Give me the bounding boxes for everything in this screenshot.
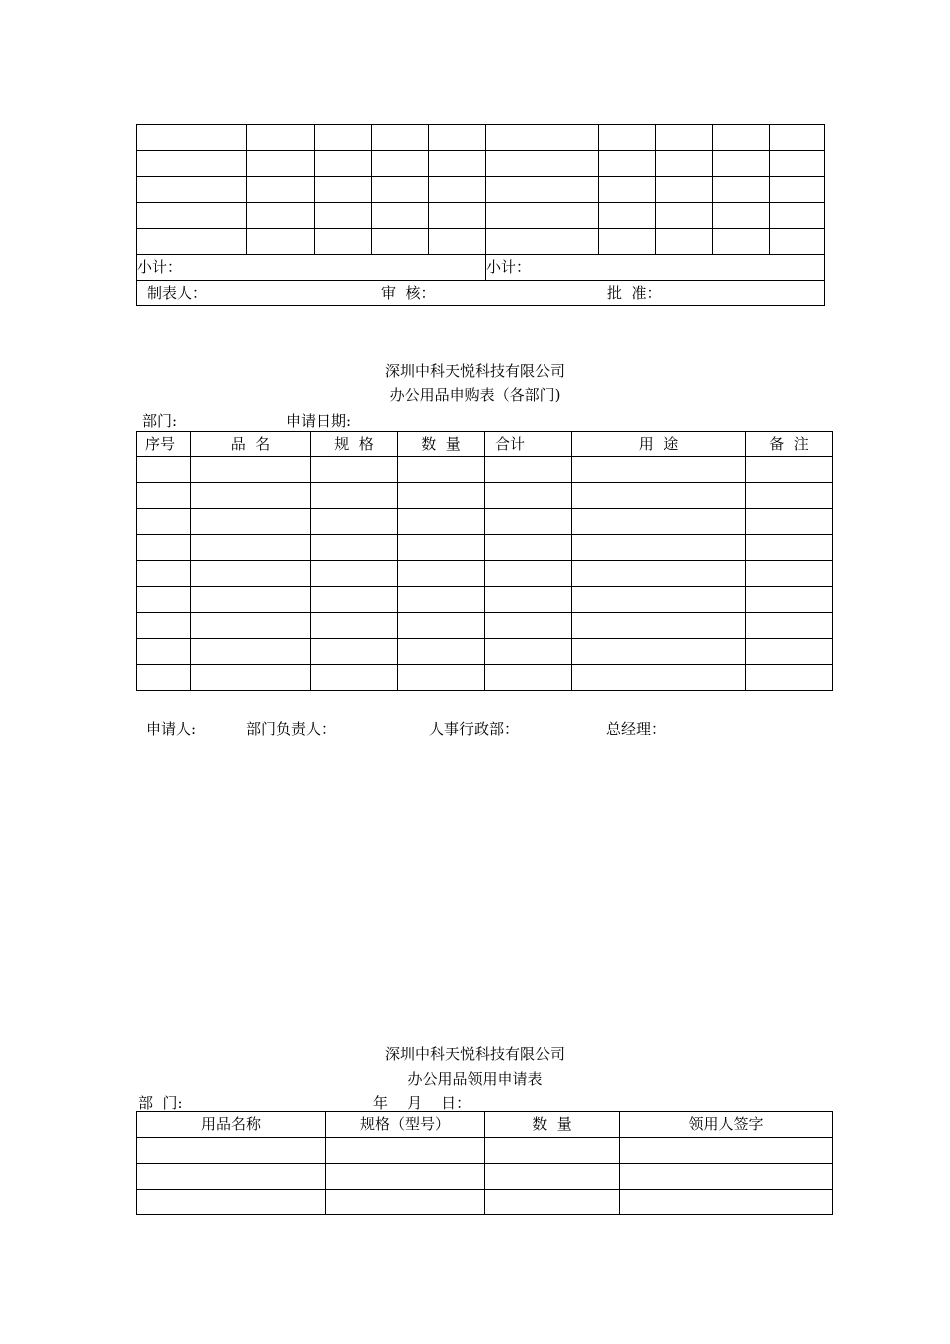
apply-date-label: 申请日期:	[286, 412, 352, 430]
approver-label: 批 准：	[607, 284, 662, 302]
applicant-signature-label: 申请人:	[146, 720, 197, 738]
preparer-label: 制表人：	[147, 284, 208, 302]
table-row	[137, 613, 833, 639]
table-row	[137, 177, 825, 203]
table-header-row	[137, 1112, 833, 1138]
table-row	[137, 561, 833, 587]
table-row	[137, 1164, 833, 1190]
table-row	[137, 457, 833, 483]
col-header-index: 序号	[145, 434, 176, 453]
col-header-remark: 备 注	[769, 434, 809, 453]
col-header-quantity: 数 量	[532, 1115, 572, 1133]
purchase-table	[136, 431, 833, 691]
table-row	[137, 125, 825, 151]
table-row	[137, 509, 833, 535]
hr-admin-signature-label: 人事行政部：	[429, 720, 520, 738]
subtotal-right-label: 小计：	[486, 258, 532, 276]
general-manager-signature-label: 总经理：	[606, 720, 667, 738]
table-row	[137, 1138, 833, 1164]
table-row	[137, 535, 833, 561]
col-header-item-name: 用品名称	[200, 1115, 261, 1133]
department-label: 部门:	[142, 412, 178, 430]
form-title: 办公用品领用申请表	[407, 1070, 543, 1088]
dept-head-signature-label: 部门负责人：	[246, 720, 337, 738]
col-header-total: 合计	[495, 434, 526, 453]
department-label: 部 门:	[138, 1094, 183, 1112]
date-label: 年 月 日：	[373, 1094, 472, 1112]
col-header-spec: 规 格	[334, 434, 374, 453]
table-row	[137, 151, 825, 177]
col-header-recipient-signature: 领用人签字	[688, 1115, 764, 1133]
signature-row	[137, 281, 825, 306]
col-header-quantity: 数 量	[421, 434, 461, 453]
summary-table	[136, 124, 825, 306]
table-row	[137, 229, 825, 255]
table-row	[137, 665, 833, 691]
requisition-table	[136, 1111, 833, 1215]
table-header-row	[137, 432, 833, 457]
company-name: 深圳中科天悦科技有限公司	[384, 1045, 565, 1063]
form-title: 办公用品申购表（各部门)	[389, 386, 561, 404]
subtotal-row	[137, 255, 825, 281]
table-row	[137, 639, 833, 665]
table-row	[137, 203, 825, 229]
subtotal-left-label: 小计：	[137, 258, 183, 276]
company-name: 深圳中科天悦科技有限公司	[384, 362, 565, 380]
table-row	[137, 1190, 833, 1215]
col-header-model: 规格（型号）	[359, 1115, 450, 1133]
table-row	[137, 587, 833, 613]
col-header-purpose: 用 途	[638, 434, 679, 453]
table-row	[137, 483, 833, 509]
col-header-item-name: 品 名	[230, 434, 271, 453]
reviewer-label: 审 核：	[381, 284, 436, 302]
